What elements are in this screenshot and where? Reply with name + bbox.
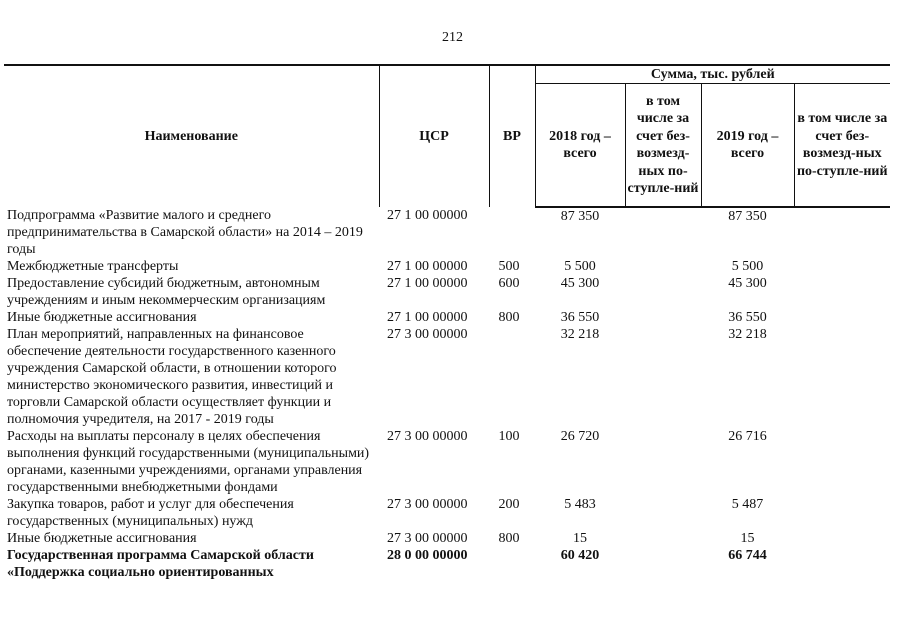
header-name: Наименование: [4, 65, 379, 207]
cell-csr: 27 1 00 00000: [387, 310, 468, 325]
cell-2019-gratuitous: [794, 428, 890, 496]
cell-2019-total: 36 550: [728, 310, 767, 325]
cell-csr: 27 3 00 00000: [387, 531, 468, 546]
cell-2019-total: 66 744: [728, 548, 767, 563]
cell-name: Межбюджетные трансферты: [7, 259, 179, 274]
cell-2018-gratuitous: [625, 309, 701, 326]
table-body: [4, 207, 890, 581]
cell-2018-gratuitous: [625, 496, 701, 530]
cell-2018-total: 36 550: [560, 310, 600, 325]
header-2019-gratuitous: в том числе за счет без-возмезд-ных по-ступле-ний: [794, 84, 890, 208]
cell-2019-gratuitous: [794, 326, 890, 428]
table-row: [4, 530, 890, 547]
cell-2018-total: 60 420: [560, 548, 600, 563]
table-row: [4, 326, 890, 428]
cell-2019-total: 15: [740, 531, 755, 546]
cell-2019-total: 45 300: [728, 276, 767, 291]
cell-2018-total: 5 500: [564, 259, 596, 274]
cell-2018-gratuitous: [625, 207, 701, 258]
cell-vr: 800: [498, 310, 520, 325]
cell-2019-gratuitous: [794, 496, 890, 530]
cell-csr: 27 1 00 00000: [387, 208, 468, 223]
cell-2019-gratuitous: [794, 275, 890, 309]
cell-name: План мероприятий, направленных на финансовое обеспечение деятельности государственного казенного учреждения Самарской области, в отношении которого министерство экономического развития, инвестиций и торговли Самарской области осуществляет функции и полномочия учредителя, на 2017 - 2019 годы: [7, 327, 337, 427]
table-row: [4, 275, 890, 309]
table-row: [4, 207, 890, 258]
cell-2018-total: 87 350: [560, 209, 600, 224]
cell-name: Подпрограмма «Развитие малого и среднего предпринимательства в Самарской области» на 2014 – 2019 годы: [7, 208, 363, 257]
budget-table: [4, 64, 890, 581]
cell-vr: 800: [498, 531, 520, 546]
cell-name: Государственная программа Самарской области «Поддержка социально ориентированных: [7, 548, 314, 580]
header-row-1: [4, 65, 890, 84]
cell-csr: 27 3 00 00000: [387, 327, 468, 342]
cell-2018-gratuitous: [625, 258, 701, 275]
cell-2019-gratuitous: [794, 309, 890, 326]
header-2018-total: 2018 год – всего: [535, 84, 625, 208]
cell-2018-total: 26 720: [560, 429, 600, 444]
cell-2018-gratuitous: [625, 547, 701, 581]
cell-2018-gratuitous: [625, 428, 701, 496]
cell-vr: [489, 547, 535, 581]
cell-2019-total: 87 350: [728, 209, 767, 224]
cell-2018-total: 32 218: [560, 327, 600, 342]
cell-2019-total: 26 716: [728, 429, 767, 444]
header-csr: ЦСР: [379, 65, 489, 207]
cell-vr: 500: [498, 259, 520, 274]
cell-2018-gratuitous: [625, 326, 701, 428]
cell-name: Расходы на выплаты персоналу в целях обеспечения выполнения функций государственными (муниципальными) органами, казенными учреждениями, органами управления государственными внебюджетными фондами: [7, 429, 370, 495]
cell-2019-total: 5 487: [731, 497, 764, 512]
table-header: [4, 65, 890, 207]
cell-2019-gratuitous: [794, 207, 890, 258]
cell-csr: 27 3 00 00000: [387, 429, 468, 444]
header-vr: ВР: [489, 65, 535, 207]
cell-vr: [489, 207, 535, 258]
cell-name: Предоставление субсидий бюджетным, автономным учреждениям и иным некоммерческим организациям: [7, 276, 326, 308]
cell-2019-gratuitous: [794, 258, 890, 275]
header-2019-total: 2019 год – всего: [701, 84, 794, 208]
header-sum-group: Сумма, тыс. рублей: [535, 65, 890, 84]
header-2018-gratuitous: в том числе за счет без-возмезд-ных по-ступле-ний: [625, 84, 701, 208]
cell-2018-gratuitous: [625, 275, 701, 309]
cell-2019-gratuitous: [794, 547, 890, 581]
cell-2019-total: 32 218: [728, 327, 767, 342]
cell-csr: 27 3 00 00000: [387, 497, 468, 512]
cell-2019-gratuitous: [794, 530, 890, 547]
cell-name: Закупка товаров, работ и услуг для обеспечения государственных (муниципальных) нужд: [7, 497, 294, 529]
cell-csr: 27 1 00 00000: [387, 276, 468, 291]
cell-csr: 27 1 00 00000: [387, 259, 468, 274]
cell-2018-total: 45 300: [560, 276, 600, 291]
page-number: 212: [442, 30, 463, 45]
cell-2019-total: 5 500: [731, 259, 764, 274]
cell-vr: 600: [498, 276, 520, 291]
cell-name: Иные бюджетные ассигнования: [7, 531, 197, 546]
cell-vr: 100: [498, 429, 520, 444]
table-row: [4, 547, 890, 581]
table-row: [4, 428, 890, 496]
cell-vr: [489, 326, 535, 428]
cell-csr: 28 0 00 00000: [387, 548, 468, 563]
table-row: [4, 309, 890, 326]
table-row: [4, 496, 890, 530]
cell-vr: 200: [498, 497, 520, 512]
cell-2018-total: 15: [573, 531, 587, 546]
cell-name: Иные бюджетные ассигнования: [7, 310, 197, 325]
table-row: [4, 258, 890, 275]
cell-2018-gratuitous: [625, 530, 701, 547]
cell-2018-total: 5 483: [564, 497, 596, 512]
